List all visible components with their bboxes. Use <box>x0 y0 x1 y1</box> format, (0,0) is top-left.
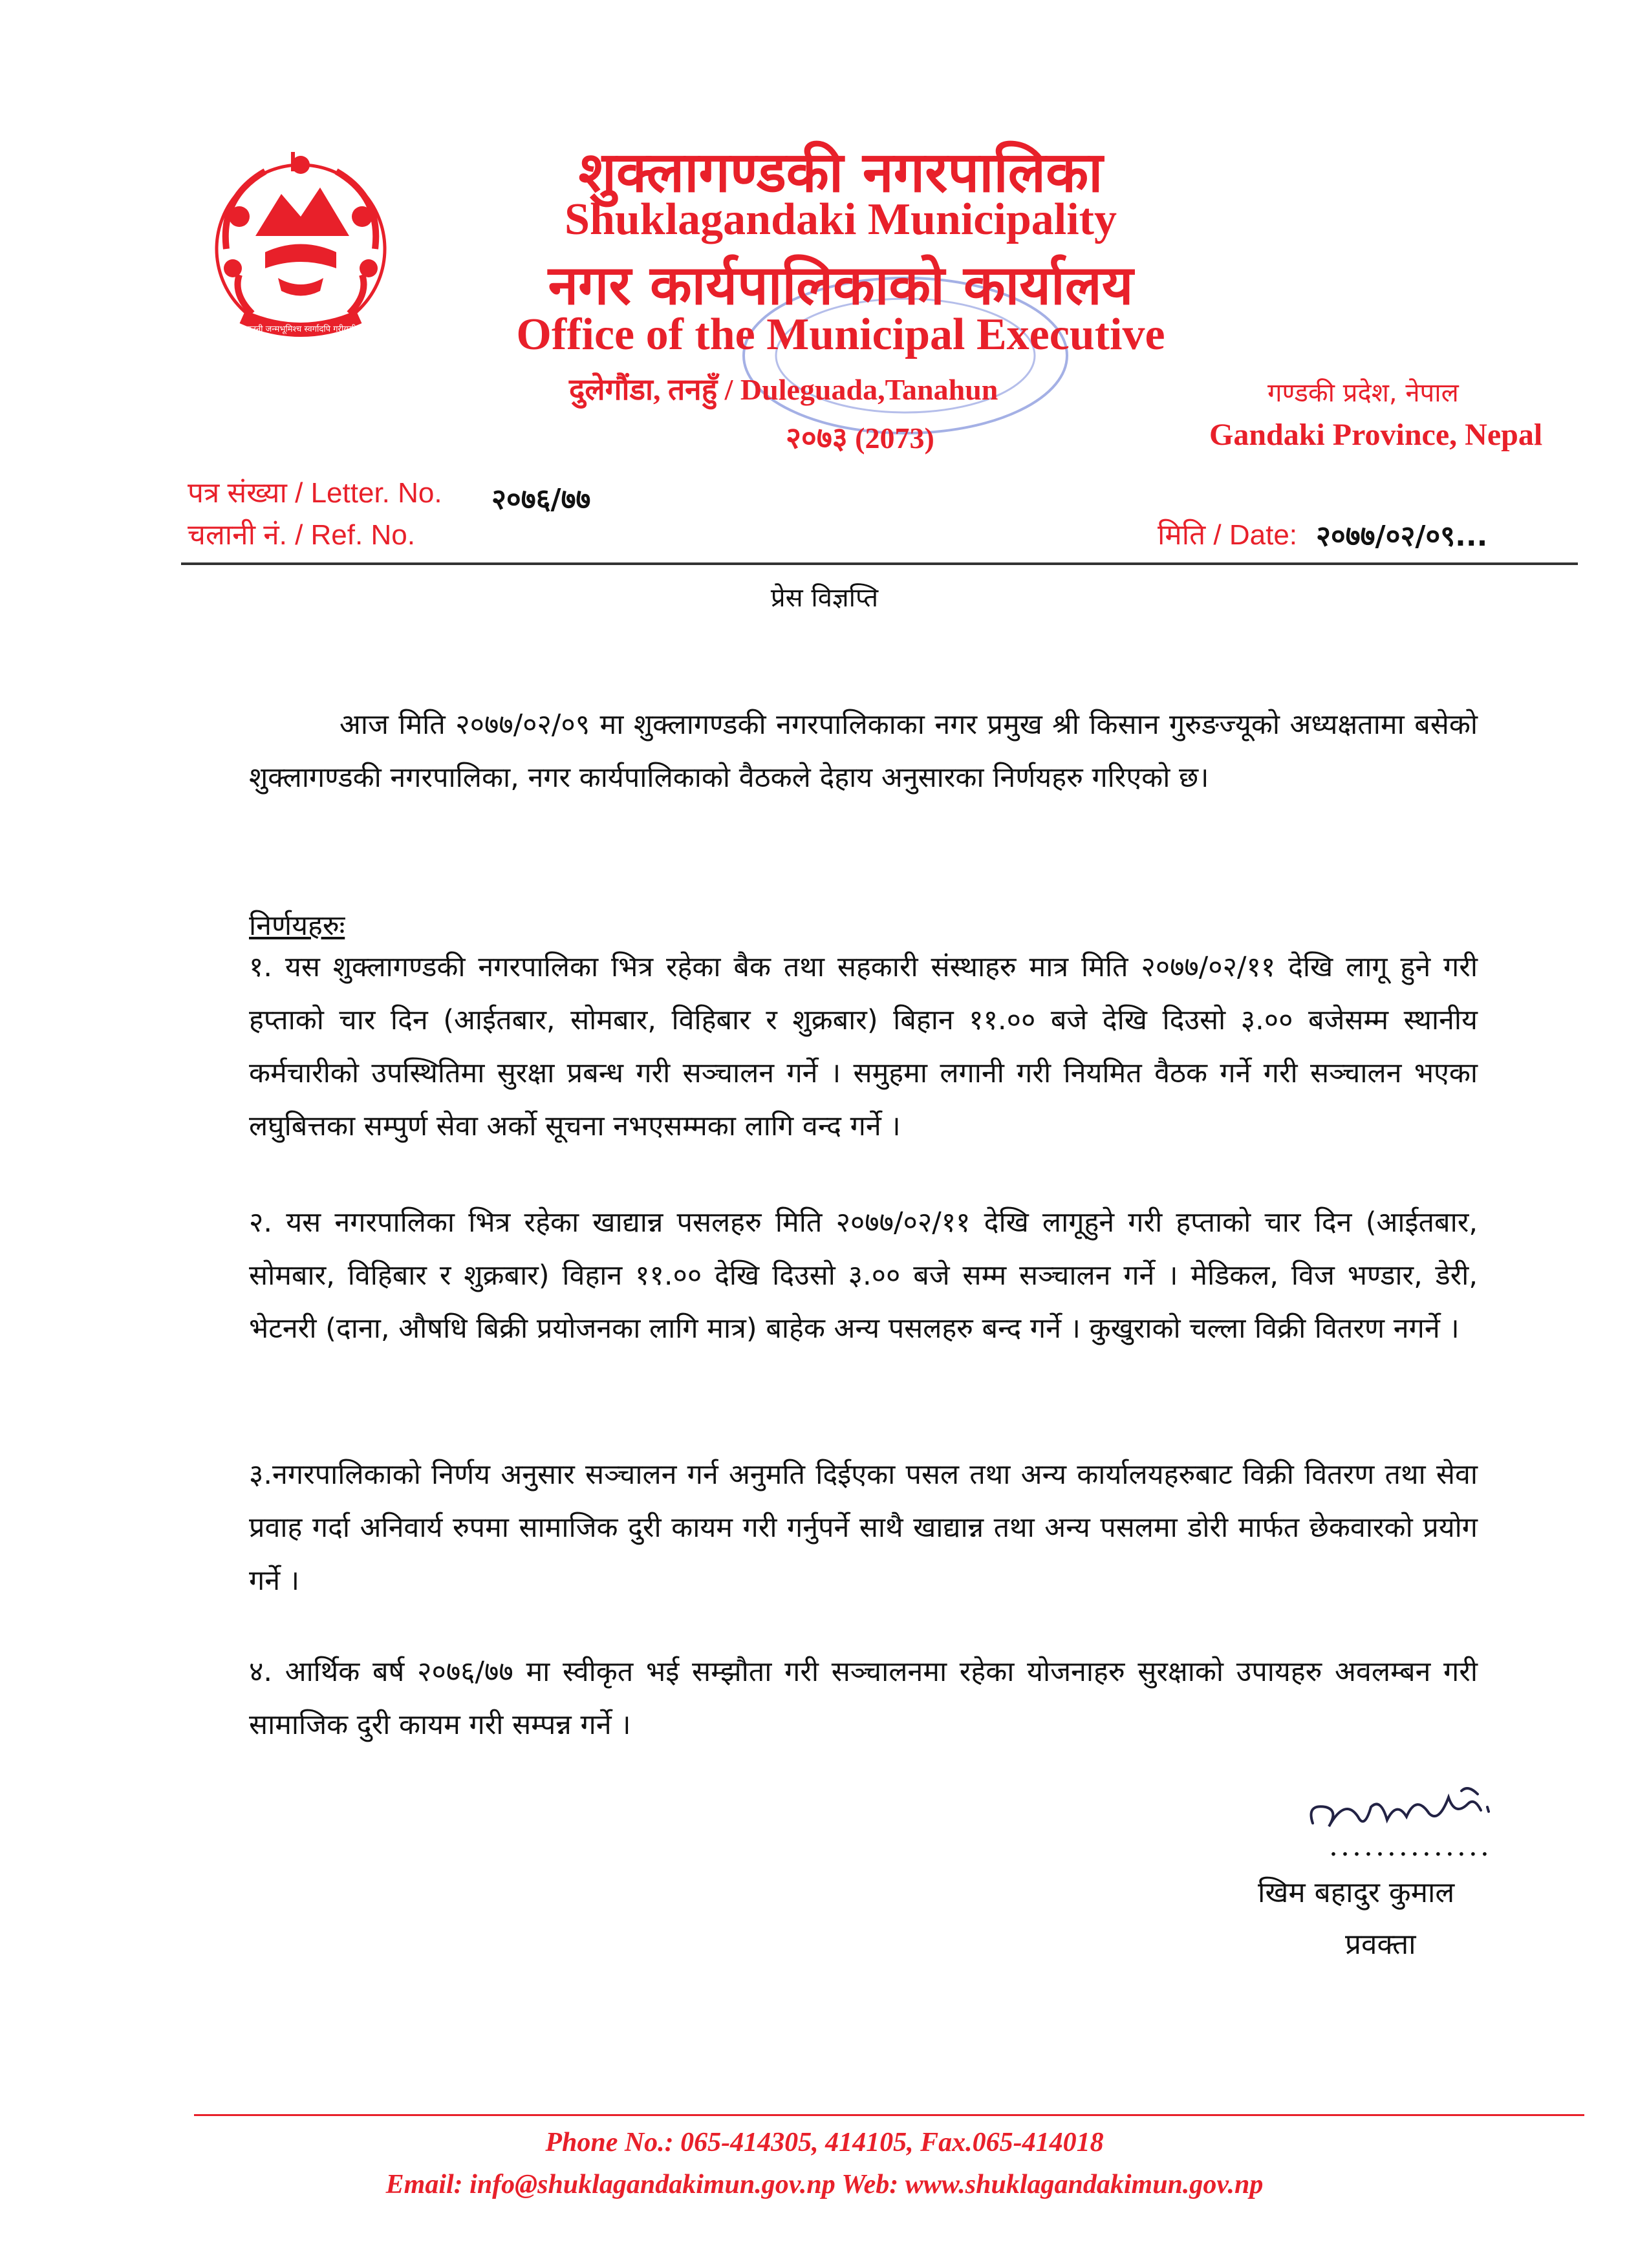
signature-line: .............. <box>1329 1830 1492 1863</box>
footer-phone: Phone No.: 065-414305, 414105, Fax.065-414018 <box>545 2128 1104 2157</box>
date-label: मिति / Date: <box>1158 519 1298 551</box>
province-nepali: गण्डकी प्रदेश, नेपाल <box>1267 378 1459 408</box>
intro-paragraph: आज मिति २०७७/०२/०९ मा शुक्लागण्डकी नगरपालिकाका नगर प्रमुख श्री किसान गुरुङज्यूको अध्यक्षतामा बसेको शुक्लागण्डकी नगरपालिका, नगर कार्यपालिकाको वैठकले देहाय अनुसारका निर्णयहरु गरिएको छ। <box>249 709 1478 794</box>
office-address: दुलेगौंडा, तनहुँ / Duleguada,Tanahun <box>569 373 998 406</box>
letter-number-value: २०७६/७७ <box>491 483 591 516</box>
letter-number-label: पत्र संख्या / Letter. No. <box>188 477 442 509</box>
decision-item: ४. आर्थिक बर्ष २०७६/७७ मा स्वीकृत भई सम्झौता गरी सञ्चालनमा रहेका योजनाहरु सुरक्षाको उपायहरु अवलम्बन गरी सामाजिक दुरी कायम गरी सम्पन्न गर्ने । <box>249 1656 1478 1741</box>
coat-of-arms-icon <box>194 139 407 352</box>
reference-number-label: चलानी नं. / Ref. No. <box>188 519 415 551</box>
established-year: २०७३ (2073) <box>786 422 934 455</box>
decisions-heading: निर्णयहरुः <box>249 910 345 942</box>
footer-divider <box>194 2114 1584 2116</box>
date-value: २०७७/०२/०९... <box>1316 520 1488 553</box>
decision-item: २. यस नगरपालिका भित्र रहेका खाद्यान्न पसलहरु मिति २०७७/०२/११ देखि लागूहुने गरी हप्ताको चार दिन (आईतबार, सोमबार, विहिबार र शुक्रबार) विहान ११.०० देखि दिउसो ३.०० बजे सम्म सञ्चालन गर्ने । मेडिकल, विज भण्डार, डेरी, भेटनरी (दाना, औषधि बिक्री प्रयोजनका लागि मात्र) बाहेक अन्य पसलहरु बन्द गर्ने । कुखुराको चल्ला विक्री वितरण नगर्ने । <box>249 1206 1478 1345</box>
signer-name: खिम बहादुर कुमाल <box>1258 1876 1455 1909</box>
decision-item: ३.नगरपालिकाको निर्णय अनुसार सञ्चालन गर्न अनुमति दिईएका पसल तथा अन्य कार्यालयहरुबाट विक्री वितरण तथा सेवा प्रवाह गर्दा अनिवार्य रुपमा सामाजिक दुरी कायम गरी गर्नुपर्ने साथै खाद्यान्न तथा अन्य पसलमा डोरी मार्फत छेकवारको प्रयोग गर्ने । <box>249 1459 1478 1597</box>
emblem-motto: जननी जन्मभूमिश्च स्वर्गादपि गरीयसी <box>245 325 356 334</box>
municipality-name-nepali: शुक्लागण्डकी नगरपालिका <box>578 140 1103 205</box>
office-name-english: Office of the Municipal Executive <box>516 310 1165 359</box>
province-english: Gandaki Province, Nepal <box>1209 418 1543 452</box>
decision-item: १. यस शुक्लागण्डकी नगरपालिका भित्र रहेका बैक तथा सहकारी संस्थाहरु मात्र मिति २०७७/०२/११ देखि लागू हुने गरी हप्ताको चार दिन (आईतबार, सोमबार, विहिबार र शुक्रबार) बिहान ११.०० बजे देखि दिउसो ३.०० बजेसम्म स्थानीय कर्मचारीको उपस्थितिमा सुरक्षा प्रबन्ध गरी सञ्चालन गर्ने । समुहमा लगानी गरी नियमित वैठक गर्ने गरी सञ्चालन भएका लघुबित्तका सम्पुर्ण सेवा अर्को सूचना नभएसम्मका लागि वन्द गर्ने । <box>249 951 1478 1142</box>
office-name-nepali: नगर कार्यपालिकाको कार्यालय <box>548 253 1134 317</box>
municipality-name-english: Shuklagandaki Municipality <box>565 195 1117 244</box>
signer-title: प्रवक्ता <box>1345 1928 1416 1961</box>
header-divider <box>181 562 1578 565</box>
press-release-title: प्रेस विज्ञप्ति <box>770 583 879 613</box>
footer-contact: Email: info@shuklagandakimun.gov.np Web: www.shuklagandakimun.gov.np <box>385 2170 1264 2199</box>
